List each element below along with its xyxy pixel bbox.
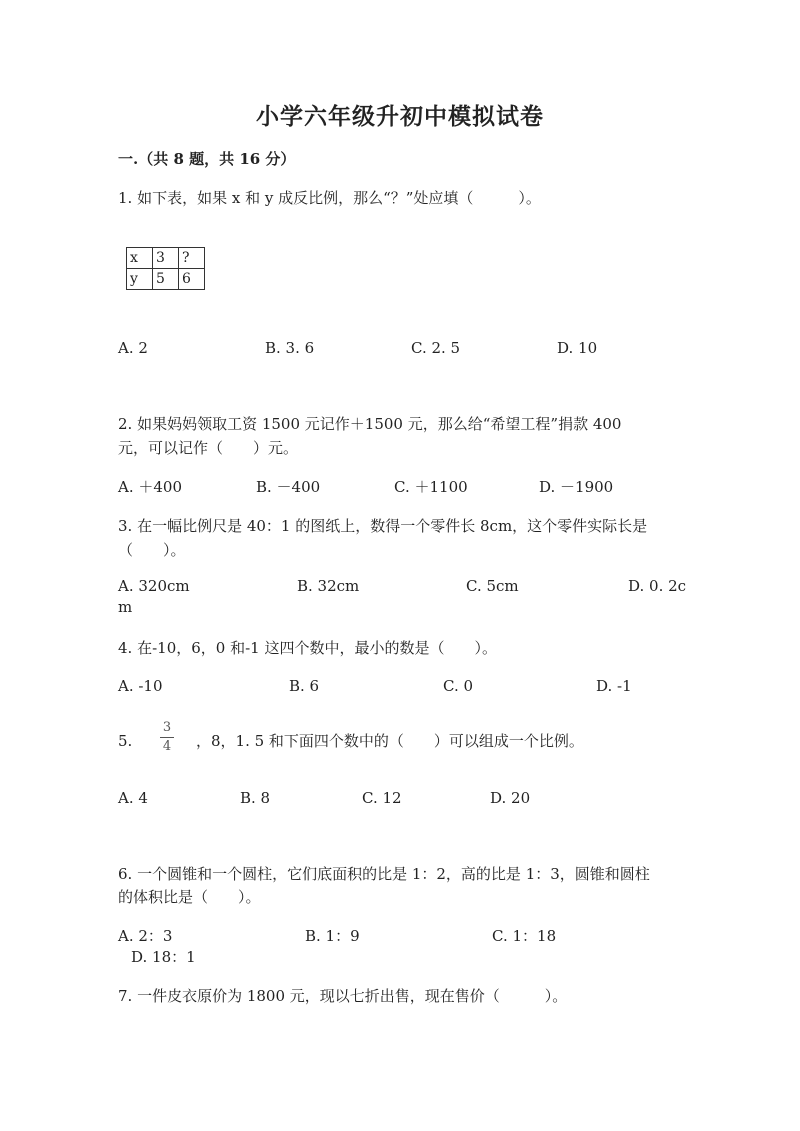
question-1-option-b: B. 3. 6	[265, 339, 315, 357]
question-2-option-a: A. ＋400	[118, 478, 182, 496]
question-3-option-b: B. 32cm	[297, 577, 360, 595]
question-3-line-2: （ ）。	[118, 541, 186, 559]
question-5-option-c: C. 12	[362, 789, 402, 807]
question-6-line-1: 6. 一个圆锥和一个圆柱，它们底面积的比是 1：2，高的比是 1：3，圆锥和圆柱	[118, 865, 650, 883]
question-7-text: 7. 一件皮衣原价为 1800 元，现以七折出售，现在售价（ ）。	[118, 987, 568, 1005]
table-cell: 5	[153, 269, 179, 290]
question-3-line-1: 3. 在一幅比例尺是 40：1 的图纸上，数得一个零件长 8cm，这个零件实际长是	[118, 517, 648, 535]
question-1-table	[126, 247, 205, 290]
question-5-fraction	[160, 721, 174, 754]
fraction-denominator: 4	[162, 739, 172, 754]
page-title: 小学六年级升初中模拟试卷	[256, 103, 544, 130]
fraction-numerator: 3	[162, 720, 172, 735]
question-1-text: 1. 如下表，如果 x 和 y 成反比例，那么“？”处应填（ ）。	[118, 189, 541, 207]
question-1-option-d: D. 10	[557, 339, 598, 357]
table-cell: ?	[179, 248, 205, 269]
question-3-option-a: A. 320cm	[118, 577, 190, 595]
question-6-line-2: 的体积比是（ ）。	[118, 888, 261, 906]
question-2-line-1: 2. 如果妈妈领取工资 1500 元记作＋1500 元，那么给“希望工程”捐款 400	[118, 415, 622, 433]
question-4-option-a: A. -10	[118, 677, 163, 695]
table-row	[127, 269, 205, 290]
question-4-option-c: C. 0	[443, 677, 474, 695]
question-3-option-c: C. 5cm	[466, 577, 519, 595]
table-cell: y	[127, 269, 153, 290]
question-1-option-c: C. 2. 5	[411, 339, 461, 357]
question-2-line-2: 元，可以记作（ ）元。	[118, 439, 299, 457]
question-5-number: 5.	[118, 732, 133, 750]
question-6-option-a: A. 2：3	[118, 927, 173, 945]
question-2-option-d: D. －1900	[539, 478, 614, 496]
table-cell: 3	[153, 248, 179, 269]
question-3-option-d-wrap: m	[118, 598, 133, 616]
question-6-option-d: D. 18：1	[131, 948, 196, 966]
question-4-option-b: B. 6	[289, 677, 320, 695]
section-heading: 一.（共 8 题，共 16 分）	[118, 150, 296, 168]
table-cell: 6	[179, 269, 205, 290]
question-3-option-d: D. 0. 2c	[628, 577, 687, 595]
question-2-option-c: C. ＋1100	[394, 478, 468, 496]
question-6-option-b: B. 1：9	[305, 927, 360, 945]
table-row	[127, 248, 205, 269]
question-5-option-d: D. 20	[490, 789, 531, 807]
question-1-option-a: A. 2	[118, 339, 148, 357]
question-5-option-a: A. 4	[118, 789, 148, 807]
question-5-option-b: B. 8	[240, 789, 271, 807]
question-4-option-d: D. -1	[596, 677, 632, 695]
question-6-option-c: C. 1：18	[492, 927, 557, 945]
question-5-text: ，8，1. 5 和下面四个数中的（ ）可以组成一个比例。	[196, 732, 584, 750]
question-2-option-b: B. －400	[256, 478, 321, 496]
question-4-text: 4. 在-10，6，0 和-1 这四个数中，最小的数是（ ）。	[118, 639, 497, 657]
table-cell: x	[127, 248, 153, 269]
fraction-bar	[160, 737, 174, 738]
